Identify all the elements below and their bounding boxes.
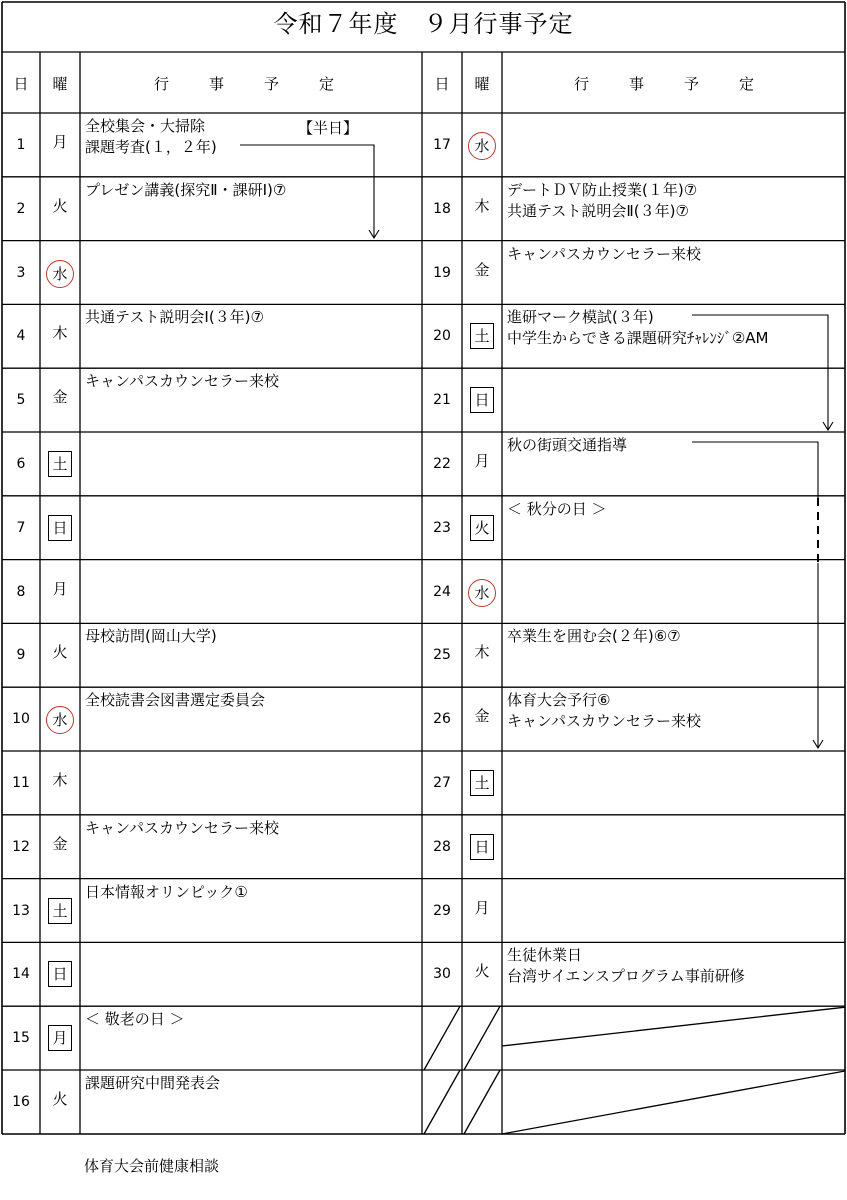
weekday-label: 金 — [474, 707, 490, 726]
day-number: 20 — [433, 328, 451, 345]
weekday-cell — [462, 323, 502, 349]
weekday-label: 金 — [474, 260, 490, 279]
day-number: 10 — [12, 711, 30, 728]
weekday-cell — [40, 196, 80, 216]
weekday-cell — [40, 898, 80, 924]
day-number: 11 — [12, 774, 30, 791]
weekday-label: 金 — [52, 388, 68, 407]
weekday-cell — [462, 196, 502, 216]
empty-cell-strike — [464, 1006, 500, 1070]
weekday-label: 木 — [474, 196, 490, 215]
day-number: 14 — [12, 966, 30, 983]
arrow-traffic-guidance — [692, 442, 818, 498]
weekday-label: 土 — [470, 323, 494, 349]
day-number: 18 — [433, 200, 451, 217]
weekday-cell — [462, 387, 502, 413]
event-text: キャンパスカウンセラー来校 — [85, 818, 279, 837]
event-text: ＜ 秋分の日 ＞ — [507, 499, 607, 518]
footer-note: 体育大会前健康相談 — [84, 1157, 220, 1175]
event-text: 秋の街頭交通指導 — [507, 436, 628, 454]
empty-cell-strike — [502, 1071, 845, 1134]
weekday-cell — [40, 1089, 80, 1109]
weekday-cell — [40, 1025, 80, 1051]
weekday-label: 月 — [474, 898, 490, 917]
day-number: 5 — [16, 392, 26, 409]
weekday-label: 水 — [46, 706, 74, 734]
weekday-cell — [462, 706, 502, 726]
day-number: 25 — [433, 647, 451, 664]
day-number: 17 — [433, 136, 451, 153]
weekday-label: 木 — [474, 643, 490, 662]
day-number: 13 — [12, 902, 30, 919]
empty-cell-strike — [464, 1070, 500, 1134]
weekday-cell — [40, 387, 80, 407]
weekday-label: 月 — [48, 1025, 72, 1051]
day-number: 1 — [16, 136, 26, 153]
weekday-label: 水 — [468, 132, 496, 160]
event-text: 全校集会・大掃除 — [85, 117, 206, 135]
header-events-right: 行事予定 — [573, 75, 794, 93]
weekday-label: 日 — [470, 834, 494, 860]
day-number: 30 — [433, 966, 451, 983]
weekday-label: 火 — [474, 962, 490, 981]
event-text: 中学生からできる課題研究ﾁｬﾚﾝｼﾞ②AM — [507, 329, 769, 348]
page-title: 令和７年度 ９月行事予定 — [273, 10, 574, 38]
day-number: 22 — [433, 455, 451, 472]
event-text: 母校訪問(岡山大学) — [85, 627, 217, 646]
weekday-cell — [462, 515, 502, 541]
weekday-cell — [462, 834, 502, 860]
empty-cell-strike — [502, 1007, 845, 1046]
weekday-cell — [462, 260, 502, 280]
weekday-cell — [462, 770, 502, 796]
weekday-cell — [40, 451, 80, 477]
event-text: 共通テスト説明会Ⅱ(３年)⑦ — [507, 201, 689, 220]
event-text: 課題研究中間発表会 — [85, 1074, 221, 1092]
day-number: 19 — [433, 264, 451, 281]
event-text: キャンパスカウンセラー来校 — [85, 372, 279, 391]
day-number: 2 — [16, 200, 26, 217]
weekday-label: 木 — [52, 770, 68, 789]
day-number: 7 — [16, 519, 26, 536]
event-text: ＜ 敬老の日 ＞ — [85, 1010, 185, 1029]
day-number: 6 — [16, 455, 26, 472]
weekday-label: 火 — [470, 515, 494, 541]
header-day-left: 日 — [13, 75, 29, 93]
half-day-note: 【半日】 — [298, 119, 359, 137]
day-number: 16 — [12, 1093, 30, 1110]
day-number: 24 — [433, 583, 451, 600]
weekday-cell — [462, 898, 502, 918]
weekday-cell — [40, 132, 80, 152]
weekday-label: 月 — [52, 579, 68, 598]
weekday-label: 日 — [48, 961, 72, 987]
weekday-cell — [40, 770, 80, 790]
weekday-label: 日 — [470, 387, 494, 413]
event-text: 体育大会予行⑥ — [507, 691, 611, 710]
header-weekday-right: 曜 — [474, 75, 490, 93]
day-number: 29 — [433, 902, 451, 919]
day-number: 4 — [16, 328, 26, 345]
day-number: 12 — [12, 838, 30, 855]
empty-cell-strike — [424, 1070, 460, 1134]
day-number: 23 — [433, 519, 451, 536]
header-day-right: 日 — [434, 75, 450, 93]
weekday-cell — [40, 961, 80, 987]
weekday-cell — [462, 579, 502, 607]
weekday-label: 木 — [52, 324, 68, 343]
weekday-label: 火 — [52, 1089, 68, 1108]
event-text: 課題考査(１，２年) — [85, 138, 217, 156]
weekday-label: 土 — [48, 898, 72, 924]
weekday-cell — [40, 323, 80, 343]
weekday-label: 火 — [52, 643, 68, 662]
header-events-left: 行事予定 — [153, 75, 374, 93]
weekday-cell — [40, 706, 80, 734]
empty-cell-strike — [424, 1006, 460, 1070]
event-text: 日本情報オリンピック① — [85, 882, 248, 901]
event-text: 生徒休業日 — [507, 946, 583, 965]
weekday-label: 日 — [48, 515, 72, 541]
weekday-cell — [40, 260, 80, 288]
weekday-label: 土 — [48, 451, 72, 477]
day-number: 26 — [433, 711, 451, 728]
weekday-cell — [462, 642, 502, 662]
weekday-cell — [40, 834, 80, 854]
weekday-cell — [462, 451, 502, 471]
day-number: 3 — [16, 264, 26, 281]
weekday-label: 月 — [474, 451, 490, 470]
weekday-cell — [462, 961, 502, 981]
weekday-cell — [462, 132, 502, 160]
event-text: デートＤＶ防止授業(１年)⑦ — [507, 180, 698, 199]
event-text: キャンパスカウンセラー来校 — [507, 712, 701, 731]
event-text: 進研マーク模試(３年) — [507, 308, 654, 327]
weekday-label: 月 — [52, 132, 68, 151]
weekday-label: 金 — [52, 834, 68, 853]
event-text: キャンパスカウンセラー来校 — [507, 244, 701, 263]
header-weekday-left: 曜 — [52, 75, 68, 93]
weekday-cell — [40, 642, 80, 662]
day-number: 8 — [16, 583, 26, 600]
event-text: 全校読書会図書選定委員会 — [85, 691, 266, 710]
day-number: 9 — [16, 647, 26, 664]
weekday-cell — [40, 579, 80, 599]
day-number: 15 — [12, 1030, 30, 1047]
event-text: プレゼン講義(探究Ⅱ・課研Ⅰ)⑦ — [85, 180, 287, 199]
event-text: 卒業生を囲む会(２年)⑥⑦ — [507, 627, 681, 646]
weekday-cell — [40, 515, 80, 541]
weekday-label: 水 — [46, 260, 74, 288]
event-text: 共通テスト説明会Ⅰ(３年)⑦ — [85, 308, 264, 327]
weekday-label: 水 — [468, 579, 496, 607]
weekday-label: 土 — [470, 770, 494, 796]
day-number: 27 — [433, 774, 451, 791]
day-number: 21 — [433, 392, 451, 409]
event-text: 台湾サイエンスプログラム事前研修 — [507, 967, 745, 986]
day-number: 28 — [433, 838, 451, 855]
weekday-label: 火 — [52, 196, 68, 215]
